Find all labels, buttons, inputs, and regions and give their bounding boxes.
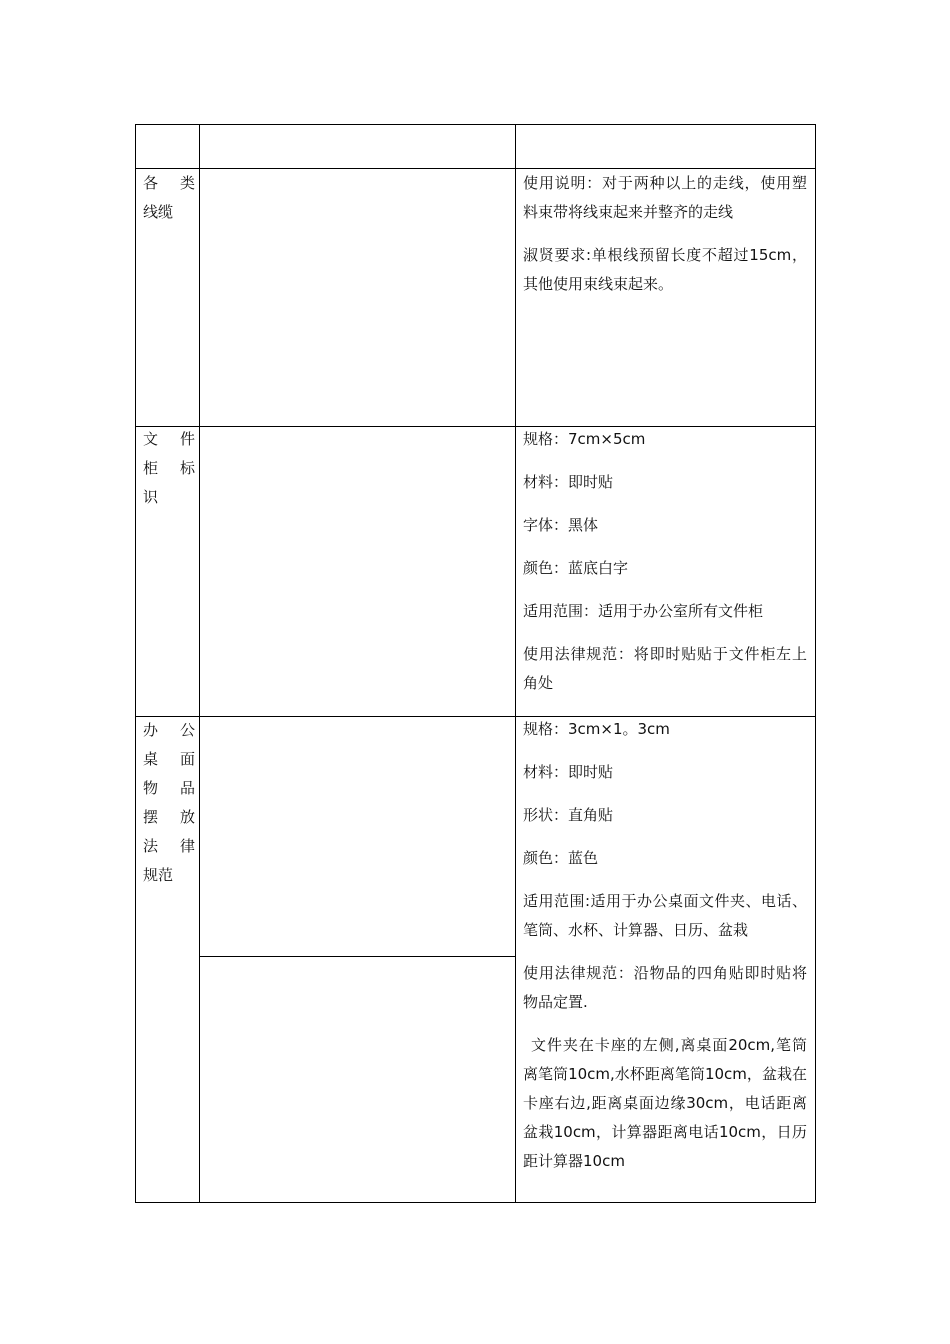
column-divider [515,124,516,1203]
category-char: 品 [179,779,195,797]
table-border-right [815,124,816,1203]
description-text: 规格：7cm×5cm [523,430,646,448]
category-line [143,716,195,745]
category-line [143,425,195,454]
category-char: 律 [179,837,195,855]
category-char: 放 [179,808,195,826]
description-text: 颜色：蓝底白字 [523,559,629,577]
description-text: 颜色：蓝色 [523,849,599,867]
description-text: 使用法律规范：将即时贴贴于文件柜左上角处 [523,645,807,692]
description-text: 文件夹在卡座的左侧,离桌面20cm,笔筒离笔筒10cm,水杯距离笔筒10cm，盆栽在卡座右边,距离桌面边缘30cm，电话距离盆栽10cm，计算器距离电话10cm，日历距计算器10cm [523,1036,807,1170]
category-line: 识 [143,488,159,506]
description-cell-cables [523,169,807,299]
table-border-bottom [135,1202,816,1203]
category-char: 柜 [143,459,159,477]
category-cell-cables [143,169,195,227]
category-line [143,169,195,198]
table-border-left [135,124,136,1203]
category-line [143,454,195,483]
description-text: 规格：3cm×1。3cm [523,720,670,738]
category-char: 摆 [143,808,159,826]
category-char: 类 [179,174,195,192]
category-line: 规范 [143,866,174,884]
category-cell-file-cabinet [143,425,195,512]
description-text: 使用法律规范：沿物品的四角贴即时贴将物品定置. [523,964,807,1011]
category-char: 物 [143,779,159,797]
category-line [143,745,195,774]
description-text: 字体：黑体 [523,516,599,534]
category-char: 标 [179,459,195,477]
category-char: 办 [143,721,159,739]
category-char: 文 [143,430,159,448]
category-char: 件 [179,430,195,448]
description-text: 形状：直角贴 [523,806,614,824]
category-char: 法 [143,837,159,855]
category-line [143,832,195,861]
category-line [143,803,195,832]
description-text: 材料：即时贴 [523,763,614,781]
column-divider [199,124,200,1203]
category-char: 桌 [143,750,159,768]
description-text: 使用说明：对于两种以上的走线，使用塑料束带将线束起来并整齐的走线 [523,174,807,221]
description-text: 适用范围:适用于办公桌面文件夹、电话、笔筒、水杯、计算器、日历、盆栽 [523,892,807,939]
description-text: 适用范围：适用于办公室所有文件柜 [523,602,764,620]
description-cell-desk-items [523,715,807,1176]
category-char: 公 [179,721,195,739]
category-char: 面 [179,750,195,768]
description-cell-file-cabinet [523,425,807,698]
category-cell-desk-items [143,716,195,890]
category-char: 各 [143,174,159,192]
category-line: 线缆 [143,203,174,221]
cell-divider [199,956,515,957]
table-border-top [135,124,816,125]
description-text: 淑贤要求:单根线预留长度不超过15cm，其他使用束线束起来。 [523,246,807,293]
category-line [143,774,195,803]
description-text: 材料：即时贴 [523,473,614,491]
